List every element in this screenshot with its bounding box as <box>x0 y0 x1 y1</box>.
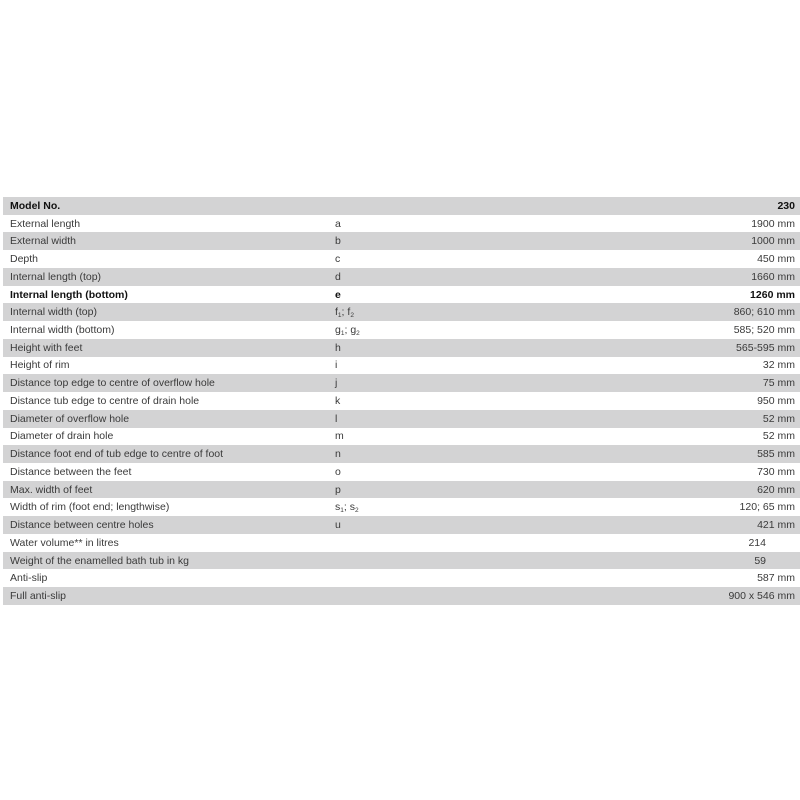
table-row <box>3 498 800 516</box>
table-row <box>3 232 800 250</box>
row-symbol: j <box>335 377 338 390</box>
row-value: 421 mm <box>757 519 795 532</box>
spec-table <box>3 197 800 605</box>
row-value: 620 mm <box>757 483 795 496</box>
row-symbol: n <box>335 448 341 461</box>
row-value: 1260 mm <box>750 288 795 301</box>
row-label: Distance between the feet <box>10 465 132 478</box>
row-value: 214 <box>748 536 766 549</box>
row-label: Weight of the enamelled bath tub in kg <box>10 554 190 567</box>
row-label: Internal length (bottom) <box>10 288 128 301</box>
table-row <box>3 321 800 339</box>
row-label: Distance tub edge to centre of drain hole <box>10 394 200 407</box>
table-row <box>3 569 800 587</box>
row-symbol: k <box>335 394 341 407</box>
row-value: 1000 mm <box>751 235 795 248</box>
row-symbol: e <box>335 288 341 301</box>
row-symbol: o <box>335 465 341 478</box>
row-value: 52 mm <box>762 412 795 425</box>
row-label: External width <box>10 235 76 248</box>
row-label: Distance foot end of tub edge to centre of foot <box>10 448 224 461</box>
table-row <box>3 268 800 286</box>
table-row <box>3 215 800 233</box>
row-value: 730 mm <box>757 465 795 478</box>
table-row <box>3 481 800 499</box>
table-header-row <box>3 197 800 215</box>
row-value: 120; 65 mm <box>739 501 795 514</box>
row-value: 860; 610 mm <box>733 306 795 319</box>
row-symbol: h <box>335 341 341 354</box>
table-row <box>3 516 800 534</box>
row-label: Internal length (top) <box>10 270 102 283</box>
row-label: Diameter of drain hole <box>10 430 114 443</box>
row-label: External length <box>10 217 81 230</box>
row-symbol: i <box>335 359 338 372</box>
header-model-number: 230 <box>777 199 795 212</box>
table-row <box>3 339 800 357</box>
row-label: Diameter of overflow hole <box>10 412 130 425</box>
table-row <box>3 357 800 375</box>
row-value: 75 mm <box>762 377 795 390</box>
row-label: Width of rim (foot end; lengthwise) <box>10 501 170 514</box>
row-label: Anti-slip <box>10 572 48 585</box>
row-value: 450 mm <box>757 253 795 266</box>
table-row <box>3 374 800 392</box>
row-value: 585; 520 mm <box>733 324 795 336</box>
row-value: 52 mm <box>762 430 795 443</box>
row-value: 565-595 mm <box>736 341 795 354</box>
table-row-highlighted <box>3 286 800 304</box>
row-value: 1900 mm <box>751 217 795 230</box>
row-symbol: $f_1$; $f_2$ <box>335 305 354 319</box>
row-symbol: c <box>335 253 341 266</box>
row-symbol: a <box>335 217 341 230</box>
row-value: 32 mm <box>762 359 795 372</box>
row-label: Internal width (bottom) <box>10 324 115 336</box>
row-label: Depth <box>10 253 39 266</box>
table-row <box>3 463 800 481</box>
row-label: Water volume** in litres <box>10 536 119 549</box>
row-value: 950 mm <box>757 394 795 407</box>
table-row <box>3 303 800 321</box>
row-label: Height with feet <box>10 341 83 354</box>
row-symbol: p <box>335 483 341 496</box>
table-row <box>3 428 800 446</box>
row-value: 900 x 546 mm <box>728 590 795 603</box>
row-label: Distance between centre holes <box>10 519 154 532</box>
row-symbol: l <box>335 412 338 425</box>
row-label: Internal width (top) <box>10 306 97 319</box>
row-value: 587 mm <box>757 572 795 585</box>
row-value: 1660 mm <box>751 270 795 283</box>
table-row <box>3 410 800 428</box>
row-symbol: b <box>335 235 341 248</box>
row-symbol: $g_1$; $g_2$ <box>335 323 360 337</box>
row-label: Max. width of feet <box>10 483 93 496</box>
header-label: Model No. <box>10 199 61 212</box>
table-row <box>3 250 800 268</box>
row-symbol: d <box>335 270 341 283</box>
row-label: Distance top edge to centre of overflow hole <box>10 377 215 390</box>
row-value: 59 <box>754 554 766 567</box>
row-label: Full anti-slip <box>10 590 67 603</box>
table-row <box>3 445 800 463</box>
table-row <box>3 534 800 552</box>
row-symbol: m <box>335 430 344 443</box>
table-row <box>3 587 800 605</box>
row-value: 585 mm <box>757 448 795 461</box>
row-symbol: $s_1$; $s_2$ <box>335 500 359 514</box>
row-symbol: u <box>335 519 341 532</box>
table-row <box>3 392 800 410</box>
table-row <box>3 552 800 570</box>
row-label: Height of rim <box>10 359 70 372</box>
